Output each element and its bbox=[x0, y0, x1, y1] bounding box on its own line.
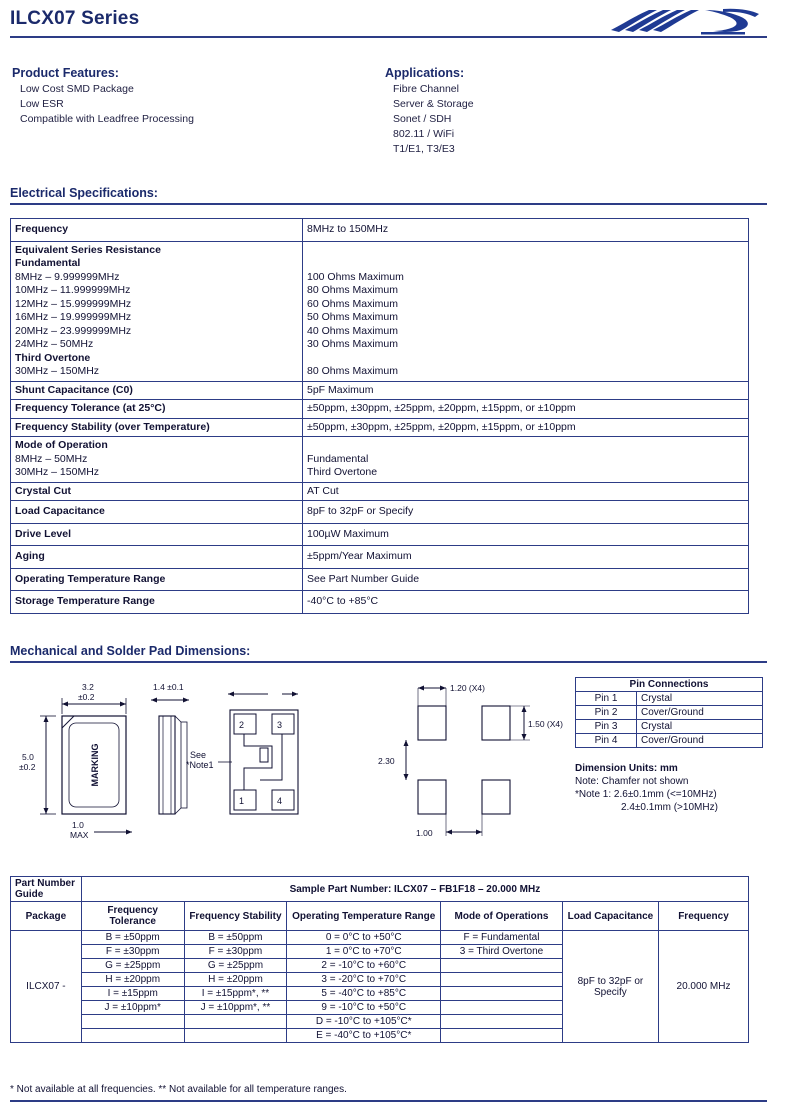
spec-value: AT Cut bbox=[303, 482, 749, 501]
tolerance-option: J = ±10ppm* bbox=[81, 1001, 184, 1015]
svg-text:*Note1: *Note1 bbox=[186, 760, 214, 770]
mode-line: Mode of Operation bbox=[15, 439, 108, 451]
chamfer-note: Note: Chamfer not shown bbox=[575, 776, 689, 787]
mechanical-heading-text: Mechanical and Solder Pad Dimensions: bbox=[10, 644, 251, 658]
svg-text:5.0: 5.0 bbox=[22, 752, 34, 762]
svg-text:±0.2: ±0.2 bbox=[78, 692, 95, 702]
table-row bbox=[11, 381, 749, 400]
table-row bbox=[11, 241, 749, 381]
spec-value: 8pF to 32pF or Specify bbox=[303, 501, 749, 524]
spec-label: Crystal Cut bbox=[11, 482, 303, 501]
top-view-drawing bbox=[16, 676, 166, 846]
table-row bbox=[11, 931, 749, 945]
load-capacitance-value: 8pF to 32pF or Specify bbox=[562, 931, 658, 1043]
mechanical-heading-rule bbox=[10, 661, 767, 663]
feature-item: Low Cost SMD Package bbox=[20, 83, 134, 95]
op-temp-option: 5 = -40°C to +85°C bbox=[287, 987, 441, 1001]
dimension-units: Dimension Units: mm bbox=[575, 763, 678, 774]
mode-line: 30MHz – 150MHz bbox=[15, 466, 100, 478]
part-number-guide-table bbox=[10, 876, 749, 1043]
electrical-specifications-table bbox=[10, 218, 749, 614]
tolerance-option: H = ±20ppm bbox=[81, 973, 184, 987]
pin-number: Pin 4 bbox=[576, 734, 637, 748]
col-header-frequency: Frequency bbox=[659, 902, 749, 931]
mode-empty bbox=[441, 973, 563, 987]
note1-line2: 2.4±0.1mm (>10MHz) bbox=[621, 802, 718, 813]
stability-option: B = ±50ppm bbox=[184, 931, 287, 945]
electrical-heading-text: Electrical Specifications: bbox=[10, 186, 158, 200]
esr-value: 100 Ohms Maximum bbox=[307, 270, 404, 283]
spec-value: 100µW Maximum bbox=[303, 523, 749, 546]
esr-value: 50 Ohms Maximum bbox=[307, 311, 399, 323]
frequency-value: 20.000 MHz bbox=[659, 931, 749, 1043]
table-row bbox=[576, 734, 763, 748]
col-header-tolerance: Frequency Tolerance bbox=[81, 902, 184, 931]
spec-label: Operating Temperature Range bbox=[11, 568, 303, 591]
esr-line: Third Overtone bbox=[15, 351, 91, 364]
document-header bbox=[10, 8, 139, 30]
tolerance-option: B = ±50ppm bbox=[81, 931, 184, 945]
svg-text:1.20 (X4): 1.20 (X4) bbox=[450, 683, 485, 693]
spec-label: Drive Level bbox=[11, 523, 303, 546]
col-header-op-temp: Operating Temperature Range bbox=[287, 902, 441, 931]
spec-label: Aging bbox=[11, 546, 303, 569]
spec-value-mode bbox=[303, 437, 749, 483]
table-row bbox=[11, 400, 749, 419]
esr-line: 30MHz – 150MHz bbox=[15, 365, 100, 377]
spec-value: See Part Number Guide bbox=[303, 568, 749, 591]
esr-line: 20MHz – 23.999999MHz bbox=[15, 324, 132, 337]
application-item: Sonet / SDH bbox=[393, 113, 452, 125]
table-row bbox=[11, 437, 749, 483]
dimension-notes bbox=[575, 762, 785, 814]
mode-value: Third Overtone bbox=[307, 466, 378, 478]
pin-number: Pin 1 bbox=[576, 692, 637, 706]
esr-value: 80 Ohms Maximum bbox=[307, 284, 399, 296]
op-temp-option: 2 = -10°C to +60°C bbox=[287, 959, 441, 973]
table-row bbox=[11, 877, 749, 902]
spec-value-esr bbox=[303, 241, 749, 381]
esr-value: 80 Ohms Maximum bbox=[307, 365, 399, 377]
mode-empty bbox=[441, 1015, 563, 1029]
svg-text:1.4 ±0.1: 1.4 ±0.1 bbox=[153, 682, 184, 692]
stability-empty bbox=[184, 1029, 287, 1043]
col-header-stability: Frequency Stability bbox=[184, 902, 287, 931]
spec-label-mode bbox=[11, 437, 303, 483]
svg-text:2: 2 bbox=[239, 720, 245, 730]
svg-text:1.00: 1.00 bbox=[416, 828, 433, 838]
mode-value: Fundamental bbox=[307, 452, 369, 465]
svg-text:3.2: 3.2 bbox=[82, 682, 94, 692]
svg-text:1.50 (X4): 1.50 (X4) bbox=[528, 719, 563, 729]
op-temp-option: 1 = 0°C to +70°C bbox=[287, 945, 441, 959]
op-temp-option: E = -40°C to +105°C* bbox=[287, 1029, 441, 1043]
electrical-heading-rule bbox=[10, 203, 767, 205]
spec-label: Load Capacitance bbox=[11, 501, 303, 524]
pin-function: Crystal bbox=[637, 692, 763, 706]
table-row bbox=[11, 418, 749, 437]
spec-value: ±50ppm, ±30ppm, ±25ppm, ±20ppm, ±15ppm, or ±10ppm bbox=[303, 418, 749, 437]
stability-option: I = ±15ppm*, ** bbox=[184, 987, 287, 1001]
tolerance-option: F = ±30ppm bbox=[81, 945, 184, 959]
guide-footnote: * Not available at all frequencies. ** Not available for all temperature ranges. bbox=[10, 1084, 347, 1095]
esr-line: 10MHz – 11.999999MHz bbox=[15, 284, 131, 296]
mode-empty bbox=[441, 1001, 563, 1015]
part-number-guide bbox=[10, 876, 749, 1043]
electrical-section-heading bbox=[10, 186, 767, 205]
esr-value: 60 Ohms Maximum bbox=[307, 297, 399, 310]
spec-label: Shunt Capacitance (C0) bbox=[11, 381, 303, 400]
spec-label: Storage Temperature Range bbox=[11, 591, 303, 614]
op-temp-option: 0 = 0°C to +50°C bbox=[287, 931, 441, 945]
mode-option: F = Fundamental bbox=[441, 931, 563, 945]
stability-option: J = ±10ppm*, ** bbox=[184, 1001, 287, 1015]
product-features bbox=[12, 66, 194, 125]
page-title: ILCX07 Series bbox=[10, 8, 140, 29]
png-title: Part Number Guide bbox=[11, 877, 82, 902]
feature-item: Compatible with Leadfree Processing bbox=[20, 113, 194, 125]
stability-option: H = ±20ppm bbox=[184, 973, 287, 987]
tolerance-empty bbox=[81, 1015, 184, 1029]
package-value: ILCX07 - bbox=[11, 931, 82, 1043]
table-row bbox=[11, 219, 749, 242]
pin-number: Pin 2 bbox=[576, 706, 637, 720]
pin-function: Crystal bbox=[637, 720, 763, 734]
svg-text:MARKING: MARKING bbox=[90, 743, 100, 787]
application-item: Fibre Channel bbox=[393, 83, 459, 95]
esr-value: 40 Ohms Maximum bbox=[307, 324, 399, 337]
pin-function: Cover/Ground bbox=[637, 734, 763, 748]
mode-empty bbox=[441, 987, 563, 1001]
mode-option: 3 = Third Overtone bbox=[441, 945, 563, 959]
tolerance-option: G = ±25ppm bbox=[81, 959, 184, 973]
esr-value: 30 Ohms Maximum bbox=[307, 338, 399, 350]
esr-line: 16MHz – 19.999999MHz bbox=[15, 311, 132, 323]
solder-pad-drawing bbox=[378, 672, 570, 852]
svg-text:4: 4 bbox=[277, 796, 283, 806]
table-row bbox=[576, 692, 763, 706]
table-row bbox=[11, 482, 749, 501]
table-row bbox=[576, 720, 763, 734]
pin-function: Cover/Ground bbox=[637, 706, 763, 720]
ilsi-logo bbox=[605, 4, 765, 38]
col-header-package: Package bbox=[11, 902, 82, 931]
esr-line: Equivalent Series Resistance bbox=[15, 243, 161, 256]
svg-text:See: See bbox=[190, 750, 207, 760]
table-row bbox=[11, 591, 749, 614]
mechanical-section-heading bbox=[10, 644, 767, 663]
svg-text:1: 1 bbox=[239, 796, 245, 806]
spec-value: -40°C to +85°C bbox=[303, 591, 749, 614]
svg-text:3: 3 bbox=[277, 720, 283, 730]
col-header-modes: Mode of Operations bbox=[441, 902, 563, 931]
mode-line: 8MHz – 50MHz bbox=[15, 452, 88, 465]
mode-empty bbox=[441, 1029, 563, 1043]
esr-line: Fundamental bbox=[15, 257, 81, 269]
pin-connections-table bbox=[575, 677, 763, 748]
op-temp-option: 9 = -10°C to +50°C bbox=[287, 1001, 441, 1015]
svg-text:±0.2: ±0.2 bbox=[19, 762, 36, 772]
esr-line: 8MHz – 9.999999MHz bbox=[15, 270, 120, 283]
application-item: 802.11 / WiFi bbox=[393, 128, 455, 140]
note1-line1: *Note 1: 2.6±0.1mm (<=10MHz) bbox=[575, 789, 717, 800]
svg-text:1.0: 1.0 bbox=[72, 820, 84, 830]
esr-line: 24MHz – 50MHz bbox=[15, 338, 94, 350]
pin-number: Pin 3 bbox=[576, 720, 637, 734]
svg-text:2.30: 2.30 bbox=[378, 756, 395, 766]
pin-table-title: Pin Connections bbox=[576, 678, 763, 692]
stability-option: F = ±30ppm bbox=[184, 945, 287, 959]
col-header-load-cap: Load Capacitance bbox=[562, 902, 658, 931]
svg-text:MAX: MAX bbox=[70, 830, 89, 840]
application-item: Server & Storage bbox=[393, 98, 474, 110]
tolerance-empty bbox=[81, 1029, 184, 1043]
table-row bbox=[11, 523, 749, 546]
spec-value: ±5ppm/Year Maximum bbox=[303, 546, 749, 569]
features-heading: Product Features: bbox=[12, 66, 119, 80]
spec-label: Frequency Stability (over Temperature) bbox=[11, 418, 303, 437]
table-row bbox=[11, 546, 749, 569]
spec-label-esr bbox=[11, 241, 303, 381]
applications-heading: Applications: bbox=[385, 66, 465, 80]
table-row bbox=[576, 678, 763, 692]
table-row bbox=[11, 902, 749, 931]
spec-label: Frequency bbox=[11, 219, 303, 242]
mode-empty bbox=[441, 959, 563, 973]
bottom-view-drawing bbox=[186, 676, 345, 851]
spec-value: ±50ppm, ±30ppm, ±25ppm, ±20ppm, ±15ppm, or ±10ppm bbox=[303, 400, 749, 419]
spec-value: 8MHz to 150MHz bbox=[303, 219, 749, 242]
footer-divider bbox=[10, 1100, 767, 1102]
application-item: T1/E1, T3/E3 bbox=[393, 143, 455, 155]
table-row bbox=[11, 501, 749, 524]
op-temp-option: D = -10°C to +105°C* bbox=[287, 1015, 441, 1029]
stability-empty bbox=[184, 1015, 287, 1029]
tolerance-option: I = ±15ppm bbox=[81, 987, 184, 1001]
op-temp-option: 3 = -20°C to +70°C bbox=[287, 973, 441, 987]
mechanical-drawings bbox=[10, 668, 767, 858]
applications bbox=[385, 66, 474, 155]
stability-option: G = ±25ppm bbox=[184, 959, 287, 973]
esr-line: 12MHz – 15.999999MHz bbox=[15, 297, 132, 310]
table-row bbox=[576, 706, 763, 720]
spec-value: 5pF Maximum bbox=[303, 381, 749, 400]
feature-item: Low ESR bbox=[20, 98, 64, 110]
spec-label: Frequency Tolerance (at 25°C) bbox=[11, 400, 303, 419]
png-sample: Sample Part Number: ILCX07 – FB1F18 – 20.000 MHz bbox=[81, 877, 748, 902]
table-row bbox=[11, 568, 749, 591]
